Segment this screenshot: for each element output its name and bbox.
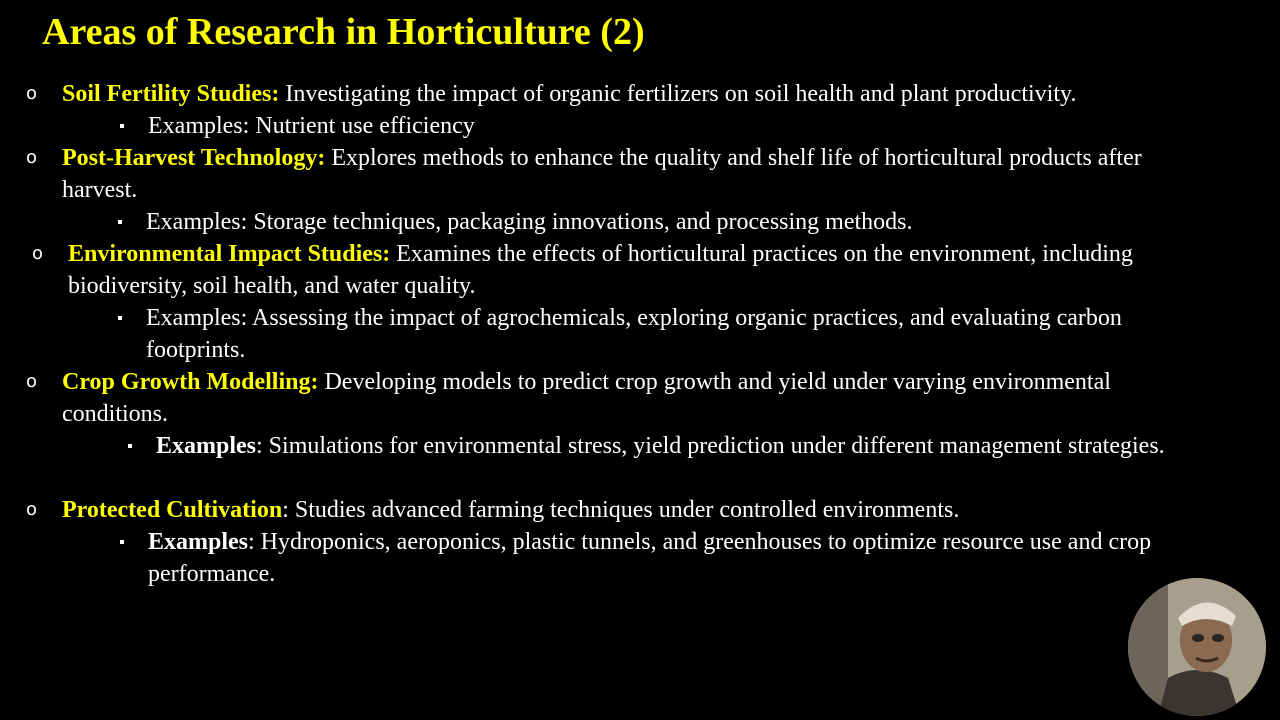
- item-text: Investigating the impact of organic fertilizers on soil health and plant productivity.: [279, 81, 1077, 107]
- sub-item-text: Nutrient use efficiency: [249, 113, 475, 139]
- slide-title: Areas of Research in Horticulture (2): [42, 11, 645, 53]
- hollow-circle-bullet-icon: o: [26, 147, 38, 168]
- item-heading: Soil Fertility Studies:: [62, 81, 280, 107]
- sub-item-text: : Hydroponics, aeroponics, plastic tunnels, and greenhouses to optimize resource use and crop performance.: [148, 529, 1152, 587]
- sub-item-label: Examples: [156, 433, 257, 459]
- hollow-circle-bullet-icon: o: [26, 371, 38, 392]
- list-item-crop-growth: [26, 366, 1142, 430]
- item-heading: Post-Harvest Technology:: [62, 145, 326, 171]
- item-heading-suffix: :: [282, 497, 289, 523]
- square-bullet-icon: [128, 444, 132, 448]
- hollow-circle-bullet-icon: o: [32, 243, 44, 264]
- presenter-webcam-overlay: [1128, 578, 1266, 716]
- square-bullet-icon: [118, 316, 122, 320]
- item-text: Explores methods to enhance the quality and shelf life of horticultural products after harvest.: [62, 145, 1142, 203]
- item-heading: Environmental Impact Studies:: [68, 241, 391, 267]
- sub-item-text: Assessing the impact of agrochemicals, exploring organic practices, and evaluating carbon footprints.: [146, 305, 1122, 363]
- presenter-silhouette-icon: [1128, 578, 1266, 716]
- square-bullet-icon: [120, 124, 124, 128]
- hollow-circle-bullet-icon: o: [26, 499, 38, 520]
- sub-item-text: : Simulations for environmental stress, yield prediction under different management strategies.: [256, 433, 1165, 459]
- square-bullet-icon: [118, 220, 122, 224]
- list-item-protected-cultivation: [26, 494, 1262, 526]
- item-text: Developing models to predict crop growth and yield under varying environmental conditions.: [62, 369, 1111, 427]
- sub-list-item: [148, 110, 1248, 142]
- sub-list-item: [156, 430, 1246, 462]
- item-text: Studies advanced farming techniques under controlled environments.: [288, 497, 960, 523]
- list-item-post-harvest: [26, 142, 1192, 206]
- item-text: Examines the effects of horticultural practices on the environment, including biodiversity, soil health, and water quality.: [68, 241, 1133, 299]
- list-item-soil-fertility: [26, 78, 1262, 110]
- sub-item-text: Storage techniques, packaging innovations, and processing methods.: [247, 209, 913, 235]
- sub-item-label: Examples:: [146, 209, 248, 235]
- square-bullet-icon: [120, 540, 124, 544]
- item-heading: Crop Growth Modelling:: [62, 369, 319, 395]
- item-heading: Protected Cultivation: [62, 497, 283, 523]
- sub-item-label: Examples:: [146, 305, 248, 331]
- sub-item-label: Examples: [148, 529, 249, 555]
- list-item-environmental-impact: [32, 238, 1228, 302]
- sub-list-item: [146, 206, 1246, 238]
- hollow-circle-bullet-icon: o: [26, 83, 38, 104]
- sub-list-item: [148, 526, 1238, 590]
- sub-item-label: Examples:: [148, 113, 250, 139]
- sub-list-item: [146, 302, 1216, 366]
